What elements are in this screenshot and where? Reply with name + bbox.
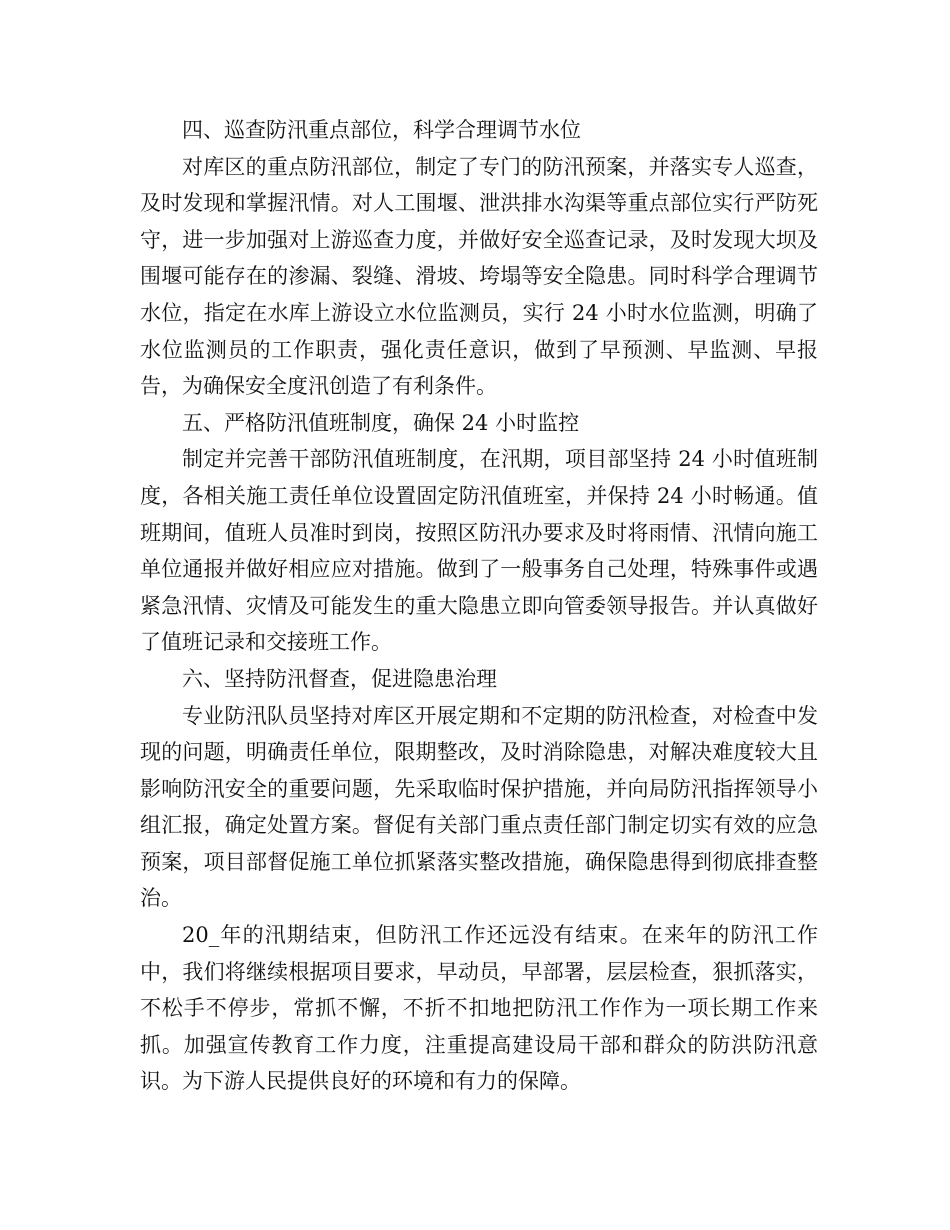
section-heading-5: 五、严格防汛值班制度，确保 24 小时监控 xyxy=(182,410,580,435)
conclusion-paragraph: 20_年的汛期结束，但防汛工作还远没有结束。在来年的防汛工作中，我们将继续根据项目要求，早动员，早部署，层层检查，狠抓落实，不松手不停步，常抓不懈，不折不扣地把防汛工作作为一项长期工作来抓。加强宣传教育工作力度，注重提高建设局干部和群众的防洪防汛意识。为下游人民提供良好的环境和有力的保障。 xyxy=(140,923,818,1094)
section-heading-6: 六、坚持防汛督查，促进隐患治理 xyxy=(182,666,497,691)
section-body-6: 专业防汛队员坚持对库区开展定期和不定期的防汛检查，对检查中发现的问题，明确责任单位，限期整改，及时消除隐患，对解决难度较大且影响防汛安全的重要问题，先采取临时保护措施，并向局防汛指挥领导小组汇报，确定处置方案。督促有关部门重点责任部门制定切实有效的应急预案，项目部督促施工单位抓紧落实整改措施，确保隐患得到彻底排查整治。 xyxy=(140,703,818,911)
section-heading-4: 四、巡查防汛重点部位，科学合理调节水位 xyxy=(182,118,581,142)
section-body-4: 对库区的重点防汛部位，制定了专门的防汛预案，并落实专人巡查，及时发现和掌握汛情。对人工围堰、泄洪排水沟渠等重点部位实行严防死守，进一步加强对上游巡查力度，并做好安全巡查记录，及时发现大坝及围堰可能存在的渗漏、裂缝、滑坡、垮塌等安全隐患。同时科学合理调节水位，指定在水库上游设立水位监测员，实行 24 小时水位监测，明确了水位监测员的工作职责，强化责任意识，做到了早预测、早监测、早报告，为确保安全度汛创造了有利条件。 xyxy=(140,154,818,399)
document-page xyxy=(140,112,818,1100)
section-body-5: 制定并完善干部防汛值班制度，在汛期，项目部坚持 24 小时值班制度，各相关施工责任单位设置固定防汛值班室，并保持 24 小时畅通。值班期间，值班人员准时到岗，按照区防汛办要求及时将雨情、汛情向施工单位通报并做好相应应对措施。做到了一般事务自己处理，特殊事件或遇紧急汛情、灾情及可能发生的重大隐患立即向管委领导报告。并认真做好了值班记录和交接班工作。 xyxy=(140,447,818,655)
